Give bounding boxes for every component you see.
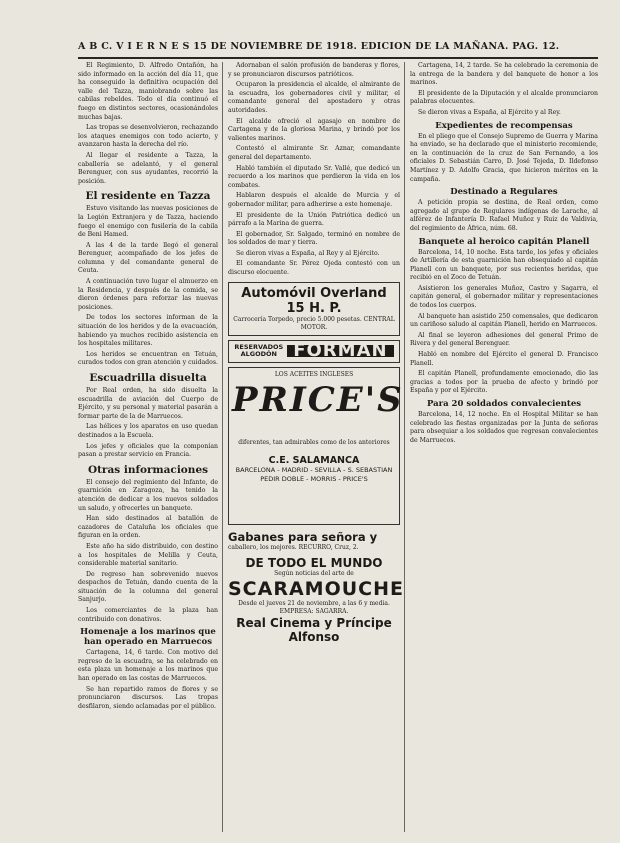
ad-overland-title: Automóvil Overland 15 H. P.	[241, 285, 387, 316]
paragraph: El comandante Sr. Pérez Ojeda contestó con un discurso elocuente.	[228, 260, 400, 277]
paragraph: Habló en nombre del Ejército el general D. Francisco Planell.	[410, 351, 598, 367]
ad-scaramouche	[228, 555, 404, 644]
paragraph: Al banquete han asistido 250 comensales, que dedicaron un cariñoso saludo al capitán Planell, herido en Marruecos.	[410, 312, 598, 329]
paragraph: Habló también el diputado Sr. Vallé, que dedicó un recuerdo a los marinos que perdieron la vida en los combates.	[228, 164, 400, 189]
ad-prices-top: LOS ACEITES INGLESES	[274, 370, 354, 378]
paragraph: Se dieron vivas a España, al Rey y al Ejército.	[236, 249, 380, 257]
ad-forman	[228, 340, 400, 363]
ad-prices-cities: BARCELONA - MADRID - SEVILLA - S. SEBASTIAN	[235, 466, 393, 475]
paragraph: El consejo del regimiento del Infante, de guarnición en Zaragoza, ha tenido la atención de dedicar a los nuevos soldados un saludo, y ofrecerles un banquete.	[78, 478, 218, 512]
headline-banquete: Banquete al heroico capitán Planell	[418, 236, 590, 247]
paragraph: De regreso han sobrevenido nuevos despachos de Tetuán, dando cuenta de la situación de la columna del general Sanjurjo.	[78, 570, 218, 604]
paragraph: Cartagena, 14, 2 tarde. Se ha celebrado la ceremonia de la entrega de la bandera y del banquete de honor a los marinos.	[410, 62, 598, 87]
paragraph: Han sido destinados al batallón de cazadores de Cataluña los oficiales que figuran en la orden.	[78, 515, 218, 540]
headline-destinado: Destinado a Regulares	[450, 187, 558, 198]
ad-prices-middle: diferentes, tan admirables como de los anteriores	[238, 439, 390, 447]
paragraph: Hablaron después el alcalde de Murcia y el gobernador militar, para adherirse a este homenaje.	[228, 192, 400, 208]
column-2	[228, 62, 404, 644]
paragraph: Al final se leyeron adhesiones del general Primo de Rivera y del general Berenguer.	[410, 331, 598, 348]
paragraph: Cartagena, 14, 6 tarde. Con motivo del regreso de la escuadra, se ha celebrado en esta plaza un homenaje a los marinos que han operado en las costas de Marruecos.	[78, 649, 218, 683]
column-3	[410, 62, 598, 447]
paragraph: A las 4 de la tarde llegó el general Berenguer, acompañado de los jefes de columna y del comandante general de Ceuta.	[78, 241, 218, 275]
ad-scar-headline: DE TODO EL MUNDO	[245, 555, 383, 570]
paragraph: El Regimiento, D. Alfredo Ontañón, ha sido informado en la acción del día 11, que ha conseguido la definitiva ocupación del valle del Tazza, maniobrando sobre las cabilas rebeldes. Todo el día continuó el fuego en distintos sectores, ocasionándoles muchas bajas.	[78, 62, 218, 121]
paragraph: A continuación tuvo lugar el almuerzo en la Residencia, y después de la comida, se dieron órdenes para reforzar las nuevas posiciones.	[78, 278, 218, 311]
ad-scar-venue: Real Cinema y Príncipe Alfonso	[236, 615, 392, 644]
paragraph: Barcelona, 14, 12 noche. En el Hospital Militar se han celebrado las fiestas organizadas por la Junta de señoras para obsequiar a los soldados que regresan convalecientes de Marruecos.	[410, 411, 598, 444]
paragraph: Asistieron los generales Muñoz, Castro y Sagarra, el capitán general, el gobernador militar y representaciones de todos los cuerpos.	[410, 284, 598, 310]
paragraph: Los heridos se encuentran en Tetuán, curados todos con gran atención y cuidados.	[78, 350, 218, 367]
ad-prices	[228, 367, 404, 525]
paragraph: El capitán Planell, profundamente emocionado, dio las gracias a todos por la prueba de afecto y brindó por España y por el Ejército.	[410, 370, 598, 395]
paragraph: Se han repartido ramos de flores y se pronunciaron discursos. Las tropas desfilaron, siendo aclamadas por el público.	[78, 685, 218, 710]
ad-scar-sub2: Desde el jueves 21 de noviembre, a las 6 y media. EMPRESA: SAGARRA.	[238, 599, 390, 615]
ad-prices-footer: PEDIR DOBLE - MORRIS - PRICE'S	[260, 474, 368, 483]
paragraph: A petición propia se destina, de Real orden, como agregado al grupo de Regulares indígenas de Larache, al alférez de Infantería D. Rafael Muñoz y Ruiz de Valdivia, del regimiento de África, núm. 68.	[410, 199, 598, 232]
paragraph: En el pliego que el Consejo Supremo de Guerra y Marina ha enviado, se ha declarado que el ministerio recomiende, en la continuación de la cruz de San Fernando, a los oficiales D. Sebastián Carro, D. José Tejeda, D. Ildefonso Martínez y D. Adolfo Gracia, que hicieron méritos en la campaña.	[410, 132, 598, 183]
paragraph: Ocuparon la presidencia el alcalde, el almirante de la escuadra, los gobernadores civil y militar, el comandante general del apostadero y otras autoridades.	[228, 81, 400, 114]
column-1	[78, 62, 218, 713]
paragraph: Contestó el almirante Sr. Aznar, comandante general del departamento.	[228, 145, 400, 161]
paragraph: El gobernador, Sr. Salgado, terminó en nombre de los soldados de mar y tierra.	[228, 230, 400, 247]
paragraph: Al llegar el residente a Tazza, la caballería se adelantó, y el general Berenguer, con sus ayudantes, recorrió la posición.	[78, 151, 218, 185]
ad-forman-line1: RESERVADOS	[234, 342, 284, 351]
ad-overland	[228, 282, 400, 336]
headline-otras-informaciones: Otras informaciones	[87, 463, 209, 476]
paragraph: Las tropas se desenvolvieron, rechazando los ataques enemigos con todo acierto, y avanzaron hasta la derecha del río.	[78, 124, 218, 149]
ad-forman-line2: ALGODÓN	[240, 350, 277, 359]
headline-escuadrilla: Escuadrilla disuelta	[89, 372, 207, 384]
header-rule	[78, 57, 598, 59]
ad-prices-company: C.E. SALAMANCA	[268, 455, 360, 467]
headline-residente: El residente en Tazza	[85, 190, 211, 203]
ad-forman-brand: FORMAN	[287, 345, 393, 358]
ad-scar-title: SCARAMOUCHE	[228, 577, 404, 600]
column-divider-2	[404, 62, 405, 832]
paragraph: El presidente de la Unión Patriótica dedicó un párrafo a la Marina de guerra.	[228, 211, 400, 228]
headline-homenaje: Homenaje a los marinos que han operado en Marruecos	[80, 627, 216, 648]
paragraph: Adornaban el salón profusión de banderas y flores, y se pronunciaron discursos patrióticos.	[228, 62, 400, 78]
headline-expedientes: Expedientes de recompensas	[435, 120, 573, 131]
paragraph: Este año ha sido distribuido, con destino a los hospitales de Melilla y Ceuta, considerable material sanitario.	[78, 542, 218, 568]
column-divider-1	[222, 62, 223, 832]
ad-scar-sub: Según noticias del arte de	[274, 569, 354, 577]
ad-gabanes-sub: caballero, los mejores. RECURRO, Cruz, 2.	[228, 543, 359, 551]
paragraph: De todos los sectores informan de la situación de los heridos y de la evacuación, habiendo ya muchos recibido asistencia en los hospitales militares.	[78, 314, 218, 348]
paragraph: Por Real orden, ha sido disuelta la escuadrilla de aviación del Cuerpo de Ejército, y su personal y material pasarán a formar parte de la de Marruecos.	[78, 387, 218, 420]
ad-overland-subtitle: Carrocería Torpedo, precio 5.000 pesetas. CENTRAL MOTOR.	[233, 315, 395, 331]
ad-forman-tagline	[234, 344, 283, 359]
paragraph: Los jefes y oficiales que la componían pasan a prestar servicio en Francia.	[78, 442, 218, 459]
paragraph: Las hélices y los aparatos en uso quedan destinados a la Escuela.	[78, 423, 218, 439]
page-header: A B C. V I E R N E S 15 DE NOVIEMBRE DE 1918. EDICION DE LA MAÑANA. PAG. 12.	[78, 41, 560, 52]
paragraph: Se dieron vivas a España, al Ejército y al Rey.	[418, 108, 561, 116]
paragraph: El alcalde ofreció el agasajo en nombre de Cartagena y de la gloriosa Marina, y brindó por los valientes marinos.	[228, 117, 400, 142]
paragraph: Barcelona, 14, 10 noche. Esta tarde, los jefes y oficiales de Artillería de esta guarnición han obsequiado al capitán Planell con un banquete, por sus recientes heridas, que recibió en el Zoco de Tetuán.	[410, 248, 598, 282]
headline-soldados: Para 20 soldados convalecientes	[426, 399, 582, 409]
ad-prices-logo: PRICE'S	[232, 380, 404, 421]
ad-gabanes: Gabanes para señora y	[228, 529, 378, 544]
paragraph: Los comerciantes de la plaza han contribuido con donativos.	[78, 607, 218, 623]
paragraph: Estuvo visitando las nuevas posiciones de la Legión Extranjera y de Tazza, haciendo fuego el enemigo con fusilería de la cabila de Beni Hamed.	[78, 205, 218, 239]
paragraph: El presidente de la Diputación y el alcalde pronunciaron palabras elocuentes.	[410, 89, 598, 106]
